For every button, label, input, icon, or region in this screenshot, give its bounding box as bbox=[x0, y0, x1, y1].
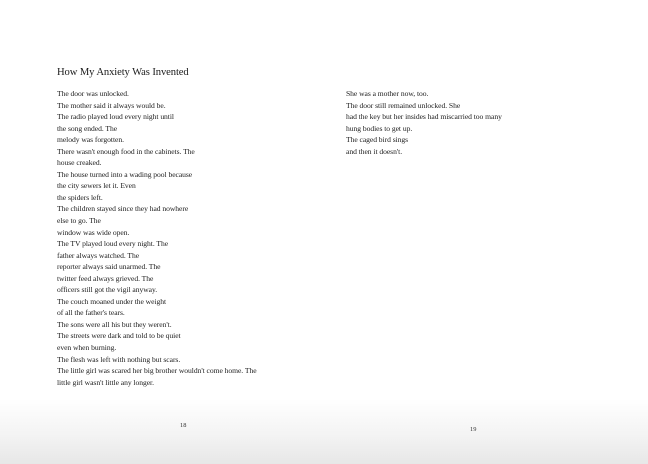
poem-line: house creaked. bbox=[57, 158, 102, 168]
poem-line: The door still remained unlocked. She bbox=[346, 100, 461, 110]
poem-text-left bbox=[57, 88, 257, 388]
poem-line: the spiders left. bbox=[57, 192, 103, 202]
right-page bbox=[324, 0, 648, 464]
poem-line: officers still got the vigil anyway. bbox=[57, 285, 158, 295]
poem-line: hung bodies to get up. bbox=[346, 123, 413, 133]
poem-line: the city sewers let it. Even bbox=[57, 181, 136, 191]
page-number: 19 bbox=[470, 426, 477, 433]
poem-line: The flesh was left with nothing but scars. bbox=[57, 354, 181, 364]
poem-line: and then it doesn't. bbox=[346, 146, 403, 156]
poem-text-right bbox=[346, 88, 502, 157]
poem-title: How My Anxiety Was Invented bbox=[57, 67, 189, 78]
poem-line: twitter feed always grieved. The bbox=[57, 273, 154, 283]
poem-line: The caged bird sings bbox=[346, 135, 409, 145]
poem-line: The couch moaned under the weight bbox=[57, 296, 167, 306]
poem-line: father always watched. The bbox=[57, 250, 140, 260]
poem-line: of all the father's tears. bbox=[57, 308, 125, 318]
poem-line: the song ended. The bbox=[57, 123, 118, 133]
poem-line: else to go. The bbox=[57, 216, 101, 226]
poem-line: The mother said it always would be. bbox=[57, 100, 166, 110]
poem-line: had the key but her insides had miscarried too many bbox=[346, 112, 502, 122]
poem-line: The little girl was scared her big brother wouldn't come home. The bbox=[57, 366, 257, 376]
poem-line: The sons were all his but they weren't. bbox=[57, 319, 172, 329]
poem-line: There wasn't enough food in the cabinets. The bbox=[57, 146, 195, 156]
poem-line: The children stayed since they had nowhere bbox=[57, 204, 189, 214]
poem-line: melody was forgotten. bbox=[57, 135, 124, 145]
poem-line: The TV played loud every night. The bbox=[57, 239, 169, 249]
poem-line: The radio played loud every night until bbox=[57, 112, 174, 122]
poem-line: window was wide open. bbox=[57, 227, 130, 237]
poem-line: reporter always said unarmed. The bbox=[57, 262, 161, 272]
poem-line: The streets were dark and told to be quiet bbox=[57, 331, 181, 341]
page-number: 18 bbox=[180, 422, 187, 429]
poem-line: little girl wasn't little any longer. bbox=[57, 377, 154, 387]
poem-line: She was a mother now, too. bbox=[346, 89, 429, 98]
poem-line: even when burning. bbox=[57, 343, 117, 353]
poem-line: The door was unlocked. bbox=[57, 89, 129, 98]
poem-line: The house turned into a wading pool because bbox=[57, 169, 193, 179]
